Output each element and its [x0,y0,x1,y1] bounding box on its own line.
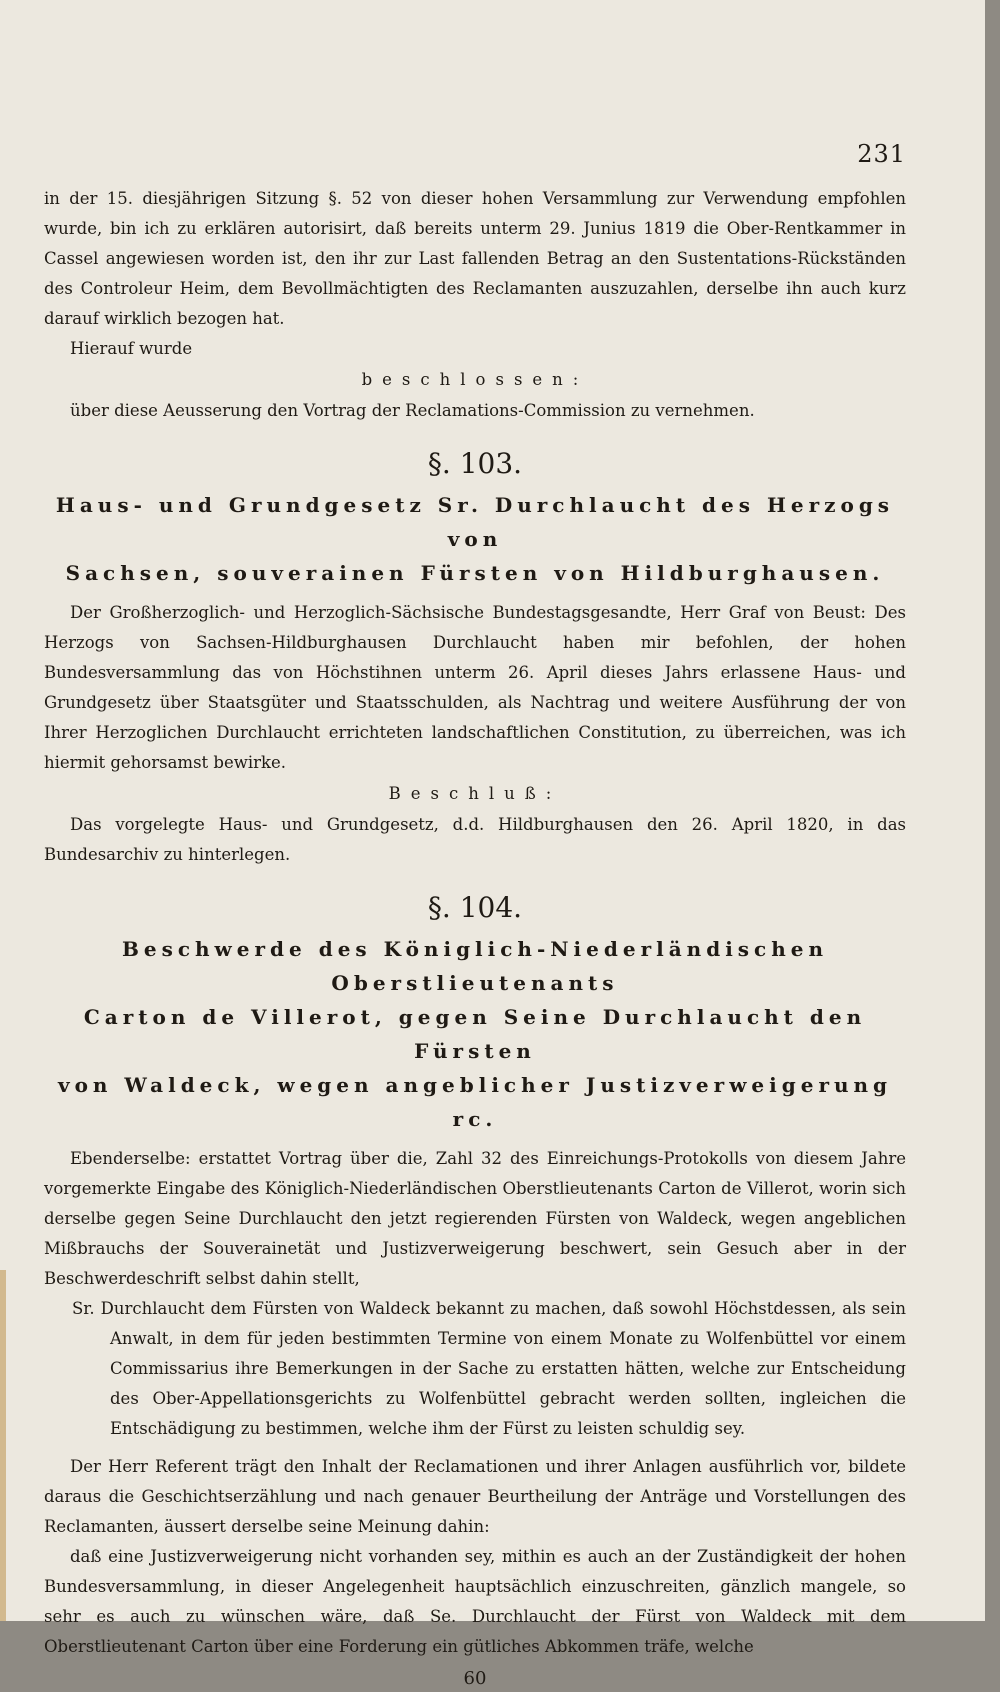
page-number: 231 [857,140,906,168]
section-104-paragraph-1: Ebenderselbe: erstattet Vortrag über die, Zahl 32 des Einreichungs-Protokolls von diesem Jahre vorgemerkte Eingabe des Königlich-Niederländischen Oberstlieutenants Carton de Villerot, worin sich derselbe gegen Seine Durchlaucht den jetzt regierenden Fürsten von Waldeck, wegen angeblichen Mißbrauchs der Souverainetät und Justizverweigerung beschwert, sein Gesuch aber in der Beschwerdeschrift selbst dahin stellt, [44,1149,906,1288]
section-104-title [44,932,906,1136]
section-103-number: §. 103. [427,447,523,480]
page-content [44,140,906,1692]
decision-text: über diese Aeusserung den Vortrag der Reclamations-Commission zu vernehmen. [70,401,755,420]
section-104-title-line-1: Beschwerde des Königlich-Niederländischen Oberstlieutenants [121,937,829,995]
section-104-quoted-request: Sr. Durchlaucht dem Fürsten von Waldeck bekannt zu machen, daß sowohl Höchstdessen, als sein Anwalt, in dem für jeden bestimmten Termine von einem Monate zu Wolfenbüttel vor einem Commissarius ihre Bemerkungen in der Sache zu erstatten hätten, welche zur Entscheidung des Ober-Appellationsgerichts zu Wolfenbüttel gebracht werden sollten, ingleichen die Entschädigung zu bestimmen, welche ihm der Fürst zu leisten schuldig sey. [72,1299,906,1438]
section-103-title [44,488,906,590]
signature-mark: 60 [463,1668,487,1689]
section-104-title-line-3: von Waldeck, wegen angeblicher Justizverweigerung rc. [57,1073,893,1131]
beschlossen-heading: beschlossen: [361,370,589,389]
section-103-title-line-2: Sachsen, souverainen Fürsten von Hildburghausen. [65,561,885,585]
section-103-decision: Das vorgelegte Haus- und Grundgesetz, d.d. Hildburghausen den 26. April 1820, in das Bundesarchiv zu hinterlegen. [44,815,906,864]
beschluss-heading: Beschluß: [388,784,562,803]
section-103-title-line-1: Haus- und Grundgesetz Sr. Durchlaucht des Herzogs von [55,493,895,551]
page-edge [0,1270,6,1621]
section-103-paragraph: Der Großherzoglich- und Herzoglich-Sächsische Bundestagsgesandte, Herr Graf von Beust: Des Herzogs von Sachsen-Hildburghausen Durchlaucht haben mir befohlen, der hohen Bundesversammlung das von Höchstihnen unterm 26. April dieses Jahrs erlassene Haus- und Grundgesetz über Staatsgüter und Staatsschulden, als Nachtrag und weitere Ausführung der von Ihrer Herzoglichen Durchlaucht errichteten landschaftlichen Constitution, zu überreichen, was ich hiermit gehorsamst bewirke. [44,603,906,772]
section-104-number: §. 104. [427,891,523,924]
hierauf-line: Hierauf wurde [70,339,193,358]
section-104-paragraph-3: daß eine Justizverweigerung nicht vorhanden sey, mithin es auch an der Zuständigkeit der hohen Bundesversammlung, in dieser Angelegenheit hauptsächlich einzuschreiten, gänzlich mangele, so sehr es auch zu wünschen wäre, daß Se. Durchlaucht der Fürst von Waldeck mit dem Oberstlieutenant Carton über eine Forderung ein gütliches Abkommen träfe, welche [44,1547,906,1656]
section-104-title-line-2: Carton de Villerot, gegen Seine Durchlaucht den Fürsten [83,1005,867,1063]
section-104-paragraph-2: Der Herr Referent trägt den Inhalt der Reclamationen und ihrer Anlagen ausführlich vor, bildete daraus die Geschichtserzählung und nach genauer Beurtheilung der Anträge und Vorstellungen des Reclamanten, äussert derselbe seine Meinung dahin: [44,1457,906,1536]
paragraph-continuation: in der 15. diesjährigen Sitzung §. 52 von dieser hohen Versammlung zur Verwendung empfohlen wurde, bin ich zu erklären autorisirt, daß bereits unterm 29. Junius 1819 die Ober-Rentkammer in Cassel angewiesen worden ist, den ihr zur Last fallenden Betrag an den Sustentations-Rückständen des Controleur Heim, dem Bevollmächtigten des Reclamanten auszuzahlen, derselbe ihn auch kurz darauf wirklich bezogen hat. [44,189,906,328]
